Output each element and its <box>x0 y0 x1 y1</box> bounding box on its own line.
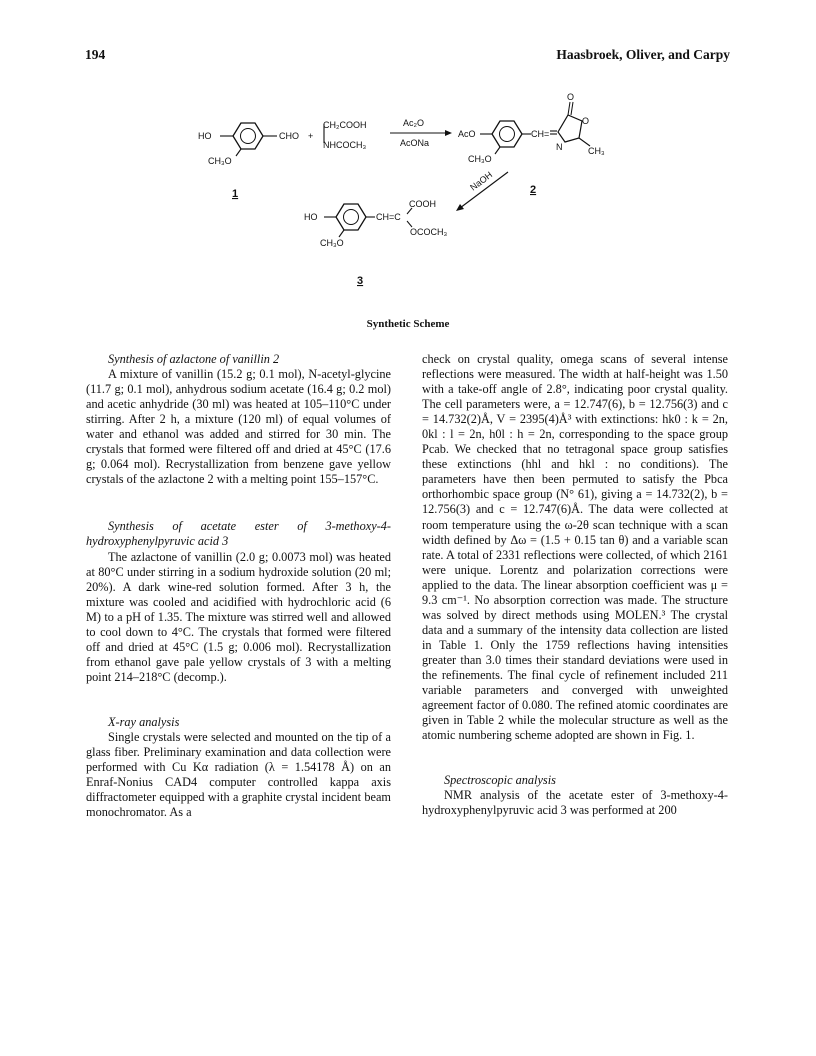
section-title-xray: X-ray analysis <box>108 714 180 729</box>
paragraph-xray: Single crystals were selected and mounted on the tip of a glass fiber. Preliminary examination and data collection were performed with Cu Kα radiation (λ = 1.54178 Å) on an Enraf-Nonius CAD4 computer controlled kappa axis diffractometer equipped with a graphite crystal incident beam monochromator. As a <box>86 729 391 820</box>
right-column <box>422 352 728 818</box>
label-acona: AcONa <box>400 138 430 148</box>
label-o-carbonyl: O <box>567 92 575 102</box>
label-ch-eq: CH= <box>531 129 550 139</box>
label-ch3-2: CH₃ <box>588 146 605 156</box>
label-n-ring: N <box>556 142 563 152</box>
paragraph-spectroscopic: NMR analysis of the acetate ester of 3-methoxy-4-hydroxyphenylpyruvic acid 3 was performed at 200 <box>422 788 728 818</box>
label-ch3o-1: CH₃O <box>208 156 232 166</box>
section-title-acetate-ester: Synthesis of acetate ester of 3-methoxy-4-hydroxyphenylpyruvic acid 3 <box>86 519 391 549</box>
label-nhcoch3: NHCOCH₃ <box>323 140 367 150</box>
n-acetylglycine-structure <box>323 120 367 150</box>
label-o-ring: O <box>582 116 590 126</box>
label-ococh3: OCOCH₃ <box>410 227 448 237</box>
compound-label-1: 1 <box>232 188 239 200</box>
section-title-azlactone: Synthesis of azlactone of vanillin 2 <box>108 352 280 366</box>
reaction-arrow-1 <box>390 118 452 148</box>
label-ho-3: HO <box>304 212 318 222</box>
label-ch2cooh: CH₂COOH <box>323 120 367 130</box>
paragraph-xray-continued: check on crystal quality, omega scans of several intense reflections were measured. The width at half-height was 1.50 with a take-off angle of 2.8°, indicating poor crystal quality. The cell parameters were, a = 12.747(6), b = 12.756(3) and c = 14.732(2)Å, V = 2395(4)Å³ with extinctions: hk0 : k = 2n, 0kl : l = 2n, h0l : h = 2n, corresponding to the space group Pcab. We checked that no tetragonal space group satisfies these extinctions (hhl and hkl : no conditions). The parameters have then been permuted to satisfy the Pbca orthorhombic space group (N° 61), giving a = 14.732(2), b = 12.756(3) and c = 12.747(6)Å. The data were collected at room temperature using the ω-2θ scan technique with a scan width defined by Δω = (1.5 + 0.15 tan θ) and a variable scan rate. A total of 2331 reflections were collected, of which 2161 were unique. Lorentz and polarization corrections were applied to the data. The linear absorption coefficient was μ = 9.3 cm⁻¹. No absorption correction was made. The structure was solved by direct methods using MOLEN.³ The crystal data and a summary of the intensity data collection are listed in Table 1. Only the 1759 reflections having intensities greater than 3.0 times their standard deviations were used in the refinements. The final cycle of refinement included 211 variable parameters and converged with unweighted agreement factor of 0.080. The refined atomic coordinates are given in Table 2 while the molecular structure as well as the atomic numbering scheme adopted are shown in Fig. 1. <box>422 352 728 743</box>
label-ch3o-2: CH₃O <box>468 154 492 164</box>
running-authors: Haasbroek, Oliver, and Carpy <box>556 47 730 62</box>
paragraph-acetate-ester: The azlactone of vanillin (2.0 g; 0.0073 mol) was heated at 80°C under stirring in a sodium hydroxide solution (20 ml; 20%). A dark wine-red solution formed. After 3 h, the mixture was cooled and acidified with hydrochloric acid (6 M) to a pH of 1.35. The mixture was stirred well and allowed to cool down to 4°C. The crystals that formed were filtered off and dried at 45°C (1.5 g; 0.006 mol). Recrystallization from ethanol gave pale yellow crystals of 3 with a melting point 214–218°C (decomp.). <box>86 549 391 684</box>
label-naoh: NaOH <box>468 169 495 193</box>
scheme-caption: Synthetic Scheme <box>366 318 450 330</box>
label-ac2o: Ac₂O <box>403 118 424 128</box>
label-cooh: COOH <box>409 199 436 209</box>
label-aco: AcO <box>458 129 476 139</box>
compound-label-2: 2 <box>530 184 537 196</box>
page-number: 194 <box>85 47 106 62</box>
left-column <box>86 352 391 820</box>
compound-3-structure <box>304 199 447 287</box>
label-cho: CHO <box>279 131 299 141</box>
label-ch-eq-c: CH=C <box>376 212 401 222</box>
running-header <box>85 47 730 67</box>
compound-label-3: 3 <box>357 275 364 287</box>
label-ch3o-3: CH₃O <box>320 238 344 248</box>
synthetic-scheme <box>190 88 710 318</box>
compound-1-structure <box>198 123 299 200</box>
paragraph-azlactone: A mixture of vanillin (15.2 g; 0.1 mol), N-acetyl-glycine (11.7 g; 0.1 mol), anhydrous sodium acetate (16.4 g; 0.2 mol) and acetic anhydride (30 ml) was heated at 105–110°C under stirring. After 2 h, a mixture (120 ml) of equal volumes of water and ethanol was added and stirred for 30 min. The crystals that formed were filtered off and dried at 45°C (17.6 g; 0.064 mol). Recrystallization from benzene gave yellow crystals of the azlactone 2 with a melting point 155–157°C. <box>86 367 391 487</box>
label-plus: + <box>308 131 314 141</box>
section-title-spectroscopic: Spectroscopic analysis <box>444 773 556 788</box>
label-ho: HO <box>198 131 212 141</box>
reaction-arrow-2 <box>456 170 508 211</box>
